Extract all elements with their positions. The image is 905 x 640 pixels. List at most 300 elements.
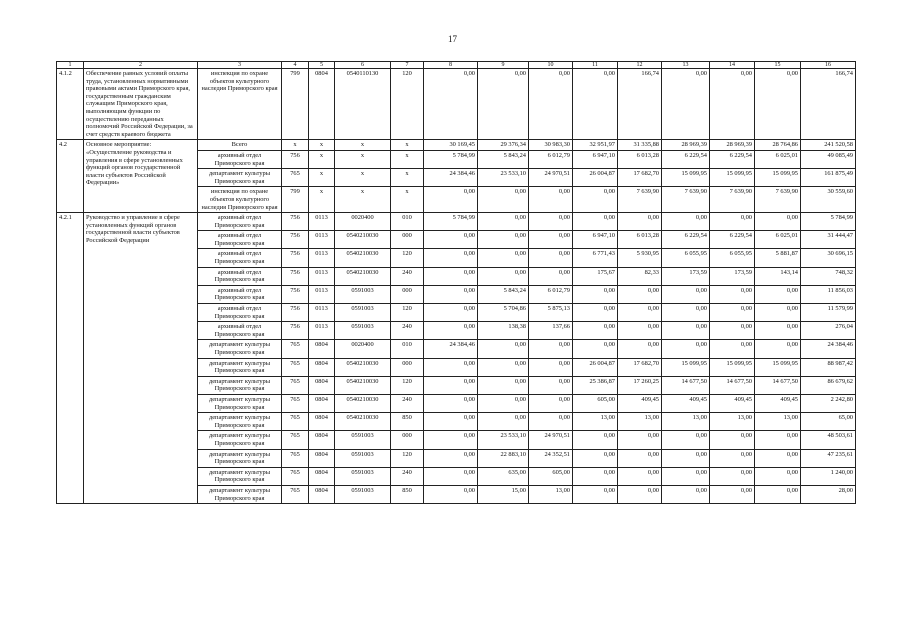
target-article-cell: 0591003 (335, 304, 391, 322)
amount-cell: 0,00 (529, 394, 573, 412)
amount-cell: 166,74 (801, 69, 856, 140)
amount-cell: 5 843,24 (478, 150, 529, 168)
target-article-cell: 0591003 (335, 431, 391, 449)
amount-cell: 0,00 (662, 285, 710, 303)
amount-cell: 0,00 (573, 340, 618, 358)
amount-cell: 31 444,47 (801, 231, 856, 249)
expense-type-cell: 120 (391, 69, 424, 140)
amount-cell: 24 352,51 (529, 449, 573, 467)
column-header: 14 (710, 62, 755, 69)
amount-cell: 0,00 (424, 69, 478, 140)
amount-cell: 0,00 (573, 69, 618, 140)
target-article-cell: х (335, 169, 391, 187)
amount-cell: 82,33 (618, 267, 662, 285)
expense-type-cell: 120 (391, 376, 424, 394)
column-header: 10 (529, 62, 573, 69)
amount-cell: 6 013,28 (618, 231, 662, 249)
grbs-code-cell: 756 (282, 231, 309, 249)
executor-cell: департамент культуры Приморского края (198, 358, 282, 376)
amount-cell: 409,45 (662, 394, 710, 412)
amount-cell: 7 639,90 (710, 187, 755, 213)
amount-cell: 0,00 (573, 431, 618, 449)
amount-cell: 5 784,99 (424, 213, 478, 231)
amount-cell: 0,00 (424, 485, 478, 503)
amount-cell: 0,00 (424, 304, 478, 322)
amount-cell: 409,45 (618, 394, 662, 412)
amount-cell: 0,00 (424, 231, 478, 249)
amount-cell: 0,00 (529, 376, 573, 394)
amount-cell: 30 559,60 (801, 187, 856, 213)
executor-cell: архивный отдел Приморского края (198, 304, 282, 322)
expense-type-cell: 120 (391, 249, 424, 267)
amount-cell: 0,00 (478, 413, 529, 431)
grbs-code-cell: 765 (282, 413, 309, 431)
target-article-cell: 0540110130 (335, 69, 391, 140)
amount-cell: 26 004,87 (573, 169, 618, 187)
section-code-cell: 0804 (309, 340, 335, 358)
column-header: 16 (801, 62, 856, 69)
target-article-cell: х (335, 140, 391, 151)
amount-cell: 0,00 (478, 376, 529, 394)
amount-cell: 0,00 (424, 285, 478, 303)
amount-cell: 24 384,46 (424, 169, 478, 187)
amount-cell: 0,00 (573, 187, 618, 213)
grbs-code-cell: 756 (282, 249, 309, 267)
amount-cell: 173,59 (710, 267, 755, 285)
amount-cell: 23 533,10 (478, 169, 529, 187)
target-article-cell: х (335, 187, 391, 213)
executor-cell: департамент культуры Приморского края (198, 431, 282, 449)
target-article-cell: 0540210030 (335, 231, 391, 249)
target-article-cell: 0540210030 (335, 249, 391, 267)
executor-cell: департамент культуры Приморского края (198, 485, 282, 503)
amount-cell: 0,00 (755, 485, 801, 503)
grbs-code-cell: 765 (282, 431, 309, 449)
amount-cell: 6 947,10 (573, 231, 618, 249)
amount-cell: 13,00 (618, 413, 662, 431)
amount-cell: 0,00 (424, 394, 478, 412)
expense-type-cell: 000 (391, 431, 424, 449)
amount-cell: 7 639,90 (662, 187, 710, 213)
amount-cell: 0,00 (662, 485, 710, 503)
amount-cell: 6 055,95 (662, 249, 710, 267)
amount-cell: 0,00 (478, 187, 529, 213)
executor-cell: архивный отдел Приморского края (198, 150, 282, 168)
amount-cell: 0,00 (618, 322, 662, 340)
section-code-cell: 0804 (309, 376, 335, 394)
amount-cell: 0,00 (755, 431, 801, 449)
amount-cell: 30 169,45 (424, 140, 478, 151)
amount-cell: 0,00 (529, 340, 573, 358)
grbs-code-cell: 765 (282, 358, 309, 376)
amount-cell: 0,00 (755, 322, 801, 340)
executor-cell: архивный отдел Приморского края (198, 322, 282, 340)
amount-cell: 0,00 (755, 285, 801, 303)
column-header: 13 (662, 62, 710, 69)
amount-cell: 17 682,70 (618, 358, 662, 376)
executor-cell: архивный отдел Приморского края (198, 285, 282, 303)
amount-cell: 0,00 (424, 467, 478, 485)
grbs-code-cell: 765 (282, 340, 309, 358)
target-article-cell: 0591003 (335, 485, 391, 503)
amount-cell: 0,00 (755, 449, 801, 467)
grbs-code-cell: 765 (282, 485, 309, 503)
amount-cell: 166,74 (618, 69, 662, 140)
amount-cell: 0,00 (618, 485, 662, 503)
amount-cell: 13,00 (573, 413, 618, 431)
amount-cell: 26 004,87 (573, 358, 618, 376)
table-header-row (57, 62, 856, 69)
amount-cell: 0,00 (710, 467, 755, 485)
amount-cell: 6 012,79 (529, 285, 573, 303)
grbs-code-cell: 799 (282, 69, 309, 140)
column-header: 1 (57, 62, 84, 69)
amount-cell: 24 384,46 (424, 340, 478, 358)
amount-cell: 6 055,95 (710, 249, 755, 267)
amount-cell: 29 376,34 (478, 140, 529, 151)
target-article-cell: 0540210030 (335, 394, 391, 412)
amount-cell: 28 764,86 (755, 140, 801, 151)
table-row (57, 213, 856, 231)
measure-description-cell: Руководство и управление в сфере установленных функций органов государственной власти субъектов Российской Федерации (84, 213, 198, 504)
table-body (57, 69, 856, 504)
section-code-cell: х (309, 187, 335, 213)
amount-cell: 7 639,90 (618, 187, 662, 213)
executor-cell: инспекция по охране объектов культурного наследия Приморского края (198, 69, 282, 140)
executor-cell: департамент культуры Приморского края (198, 376, 282, 394)
amount-cell: 5 704,86 (478, 304, 529, 322)
grbs-code-cell: 756 (282, 304, 309, 322)
executor-cell: архивный отдел Приморского края (198, 249, 282, 267)
measure-description-cell: Обеспечение равных условий оплаты труда, установленных нормативными правовыми актами Приморского края, государственным гражданским служащим Приморского края, выполняющим функции по осуществлению переданных полномочий Российской Федерации, за счет средств краевого бюджета (84, 69, 198, 140)
amount-cell: 14 677,50 (662, 376, 710, 394)
amount-cell: 0,00 (529, 358, 573, 376)
amount-cell: 6 229,54 (662, 231, 710, 249)
amount-cell: 0,00 (710, 449, 755, 467)
target-article-cell: 0591003 (335, 449, 391, 467)
amount-cell: 138,38 (478, 322, 529, 340)
column-header: 3 (198, 62, 282, 69)
expense-type-cell: 240 (391, 467, 424, 485)
amount-cell: 86 679,62 (801, 376, 856, 394)
target-article-cell: 0540210030 (335, 267, 391, 285)
grbs-code-cell: х (282, 140, 309, 151)
budget-table (56, 61, 856, 504)
section-code-cell: 0113 (309, 285, 335, 303)
amount-cell: 22 883,10 (478, 449, 529, 467)
amount-cell: 0,00 (662, 340, 710, 358)
expense-type-cell: х (391, 140, 424, 151)
amount-cell: 23 533,10 (478, 431, 529, 449)
amount-cell: 6 013,28 (618, 150, 662, 168)
column-header: 5 (309, 62, 335, 69)
amount-cell: 6 025,01 (755, 231, 801, 249)
grbs-code-cell: 756 (282, 322, 309, 340)
column-header: 9 (478, 62, 529, 69)
amount-cell: 0,00 (710, 431, 755, 449)
amount-cell: 0,00 (573, 467, 618, 485)
expense-type-cell: х (391, 150, 424, 168)
amount-cell: 15,00 (478, 485, 529, 503)
section-code-cell: 0804 (309, 358, 335, 376)
amount-cell: 0,00 (529, 69, 573, 140)
amount-cell: 6 947,10 (573, 150, 618, 168)
amount-cell: 28 969,39 (710, 140, 755, 151)
section-code-cell: 0113 (309, 267, 335, 285)
amount-cell: 0,00 (710, 285, 755, 303)
amount-cell: 241 520,58 (801, 140, 856, 151)
section-code-cell: 0113 (309, 322, 335, 340)
amount-cell: 0,00 (529, 231, 573, 249)
amount-cell: 143,14 (755, 267, 801, 285)
amount-cell: 15 099,95 (710, 358, 755, 376)
amount-cell: 0,00 (478, 69, 529, 140)
column-header: 7 (391, 62, 424, 69)
amount-cell: 7 639,90 (755, 187, 801, 213)
executor-cell: департамент культуры Приморского края (198, 449, 282, 467)
amount-cell: 0,00 (662, 467, 710, 485)
amount-cell: 0,00 (662, 431, 710, 449)
column-header: 4 (282, 62, 309, 69)
amount-cell: 28,00 (801, 485, 856, 503)
amount-cell: 137,66 (529, 322, 573, 340)
target-article-cell: 0591003 (335, 467, 391, 485)
target-article-cell: 0540210030 (335, 358, 391, 376)
executor-cell: департамент культуры Приморского края (198, 413, 282, 431)
expense-type-cell: 000 (391, 285, 424, 303)
amount-cell: 0,00 (662, 69, 710, 140)
expense-type-cell: 000 (391, 231, 424, 249)
section-code-cell: х (309, 150, 335, 168)
expense-type-cell: х (391, 187, 424, 213)
amount-cell: 6 012,79 (529, 150, 573, 168)
section-code-cell: 0804 (309, 413, 335, 431)
target-article-cell: 0020400 (335, 213, 391, 231)
section-code-cell: 0804 (309, 69, 335, 140)
section-code-cell: 0804 (309, 394, 335, 412)
amount-cell: 15 099,95 (662, 358, 710, 376)
amount-cell: 47 235,61 (801, 449, 856, 467)
column-header: 8 (424, 62, 478, 69)
amount-cell: 6 771,43 (573, 249, 618, 267)
amount-cell: 14 677,50 (755, 376, 801, 394)
executor-cell: департамент культуры Приморского края (198, 169, 282, 187)
amount-cell: 0,00 (424, 267, 478, 285)
amount-cell: 17 260,25 (618, 376, 662, 394)
section-code-cell: 0113 (309, 231, 335, 249)
row-number-cell: 4.2.1 (57, 213, 84, 504)
section-code-cell: 0804 (309, 485, 335, 503)
amount-cell: 0,00 (755, 304, 801, 322)
amount-cell: 605,00 (573, 394, 618, 412)
table-row (57, 69, 856, 140)
amount-cell: 0,00 (478, 394, 529, 412)
target-article-cell: х (335, 150, 391, 168)
grbs-code-cell: 756 (282, 285, 309, 303)
amount-cell: 0,00 (755, 213, 801, 231)
amount-cell: 6 229,54 (710, 231, 755, 249)
executor-cell: инспекция по охране объектов культурного наследия Приморского края (198, 187, 282, 213)
amount-cell: 0,00 (710, 340, 755, 358)
target-article-cell: 0591003 (335, 285, 391, 303)
amount-cell: 2 242,80 (801, 394, 856, 412)
target-article-cell: 0591003 (335, 322, 391, 340)
amount-cell: 5 843,24 (478, 285, 529, 303)
table-row (57, 140, 856, 151)
amount-cell: 0,00 (662, 322, 710, 340)
amount-cell: 28 969,39 (662, 140, 710, 151)
amount-cell: 30 696,15 (801, 249, 856, 267)
amount-cell: 0,00 (573, 322, 618, 340)
amount-cell: 24 384,46 (801, 340, 856, 358)
amount-cell: 0,00 (478, 249, 529, 267)
amount-cell: 0,00 (573, 285, 618, 303)
executor-cell: Всего (198, 140, 282, 151)
amount-cell: 0,00 (529, 413, 573, 431)
amount-cell: 0,00 (618, 213, 662, 231)
amount-cell: 0,00 (755, 69, 801, 140)
amount-cell: 0,00 (618, 467, 662, 485)
expense-type-cell: х (391, 169, 424, 187)
column-header: 11 (573, 62, 618, 69)
target-article-cell: 0540210030 (335, 376, 391, 394)
target-article-cell: 0540210030 (335, 413, 391, 431)
grbs-code-cell: 765 (282, 449, 309, 467)
amount-cell: 13,00 (755, 413, 801, 431)
executor-cell: департамент культуры Приморского края (198, 467, 282, 485)
amount-cell: 635,00 (478, 467, 529, 485)
grbs-code-cell: 765 (282, 376, 309, 394)
expense-type-cell: 120 (391, 304, 424, 322)
amount-cell: 605,00 (529, 467, 573, 485)
amount-cell: 0,00 (662, 449, 710, 467)
amount-cell: 49 085,49 (801, 150, 856, 168)
page-number: 17 (448, 34, 457, 44)
section-code-cell: х (309, 169, 335, 187)
expense-type-cell: 850 (391, 485, 424, 503)
amount-cell: 0,00 (424, 431, 478, 449)
section-code-cell: 0113 (309, 213, 335, 231)
expense-type-cell: 010 (391, 213, 424, 231)
row-number-cell: 4.1.2 (57, 69, 84, 140)
amount-cell: 409,45 (755, 394, 801, 412)
amount-cell: 13,00 (529, 485, 573, 503)
amount-cell: 0,00 (755, 340, 801, 358)
amount-cell: 0,00 (710, 213, 755, 231)
amount-cell: 0,00 (424, 449, 478, 467)
expense-type-cell: 120 (391, 449, 424, 467)
amount-cell: 5 784,99 (801, 213, 856, 231)
amount-cell: 0,00 (424, 376, 478, 394)
row-number-cell: 4.2 (57, 140, 84, 213)
executor-cell: архивный отдел Приморского края (198, 267, 282, 285)
amount-cell: 0,00 (573, 213, 618, 231)
amount-cell: 6 229,54 (662, 150, 710, 168)
column-header: 15 (755, 62, 801, 69)
amount-cell: 5 930,95 (618, 249, 662, 267)
amount-cell: 1 240,00 (801, 467, 856, 485)
amount-cell: 0,00 (529, 187, 573, 213)
amount-cell: 0,00 (478, 213, 529, 231)
amount-cell: 30 983,30 (529, 140, 573, 151)
amount-cell: 88 987,42 (801, 358, 856, 376)
amount-cell: 409,45 (710, 394, 755, 412)
amount-cell: 0,00 (618, 431, 662, 449)
grbs-code-cell: 765 (282, 467, 309, 485)
section-code-cell: 0113 (309, 304, 335, 322)
executor-cell: архивный отдел Приморского края (198, 213, 282, 231)
amount-cell: 276,04 (801, 322, 856, 340)
column-header: 2 (84, 62, 198, 69)
amount-cell: 5 875,13 (529, 304, 573, 322)
amount-cell: 24 970,51 (529, 431, 573, 449)
amount-cell: 17 682,70 (618, 169, 662, 187)
amount-cell: 0,00 (710, 485, 755, 503)
expense-type-cell: 240 (391, 394, 424, 412)
amount-cell: 0,00 (478, 340, 529, 358)
section-code-cell: 0804 (309, 467, 335, 485)
amount-cell: 0,00 (710, 322, 755, 340)
expense-type-cell: 010 (391, 340, 424, 358)
amount-cell: 0,00 (573, 449, 618, 467)
amount-cell: 11 856,03 (801, 285, 856, 303)
amount-cell: 0,00 (529, 267, 573, 285)
amount-cell: 0,00 (424, 249, 478, 267)
amount-cell: 0,00 (478, 358, 529, 376)
amount-cell: 0,00 (618, 285, 662, 303)
amount-cell: 0,00 (710, 304, 755, 322)
grbs-code-cell: 756 (282, 213, 309, 231)
target-article-cell: 0020400 (335, 340, 391, 358)
amount-cell: 0,00 (710, 69, 755, 140)
executor-cell: архивный отдел Приморского края (198, 231, 282, 249)
grbs-code-cell: 799 (282, 187, 309, 213)
amount-cell: 0,00 (662, 304, 710, 322)
amount-cell: 161 875,49 (801, 169, 856, 187)
amount-cell: 65,00 (801, 413, 856, 431)
amount-cell: 25 386,87 (573, 376, 618, 394)
amount-cell: 748,32 (801, 267, 856, 285)
amount-cell: 0,00 (424, 187, 478, 213)
amount-cell: 0,00 (618, 340, 662, 358)
grbs-code-cell: 756 (282, 267, 309, 285)
amount-cell: 31 335,88 (618, 140, 662, 151)
amount-cell: 0,00 (662, 213, 710, 231)
section-code-cell: 0113 (309, 249, 335, 267)
amount-cell: 32 951,97 (573, 140, 618, 151)
amount-cell: 0,00 (478, 267, 529, 285)
amount-cell: 5 881,87 (755, 249, 801, 267)
amount-cell: 13,00 (662, 413, 710, 431)
grbs-code-cell: 765 (282, 394, 309, 412)
section-code-cell: 0804 (309, 431, 335, 449)
amount-cell: 0,00 (424, 322, 478, 340)
amount-cell: 0,00 (573, 304, 618, 322)
executor-cell: департамент культуры Приморского края (198, 340, 282, 358)
expense-type-cell: 240 (391, 267, 424, 285)
amount-cell: 0,00 (529, 213, 573, 231)
amount-cell: 0,00 (529, 249, 573, 267)
grbs-code-cell: 756 (282, 150, 309, 168)
amount-cell: 15 099,95 (755, 169, 801, 187)
amount-cell: 15 099,95 (662, 169, 710, 187)
amount-cell: 0,00 (573, 485, 618, 503)
column-header: 6 (335, 62, 391, 69)
amount-cell: 175,67 (573, 267, 618, 285)
amount-cell: 0,00 (424, 413, 478, 431)
amount-cell: 13,00 (710, 413, 755, 431)
section-code-cell: 0804 (309, 449, 335, 467)
